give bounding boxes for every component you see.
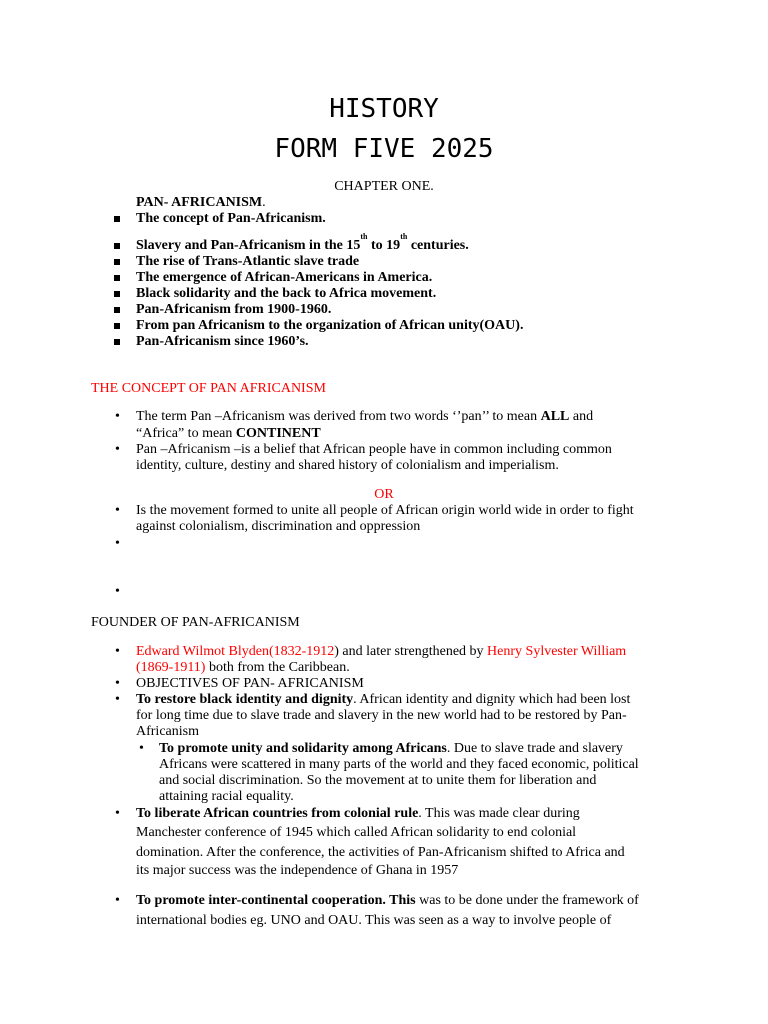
founder-line1 — [136, 644, 626, 660]
objective-2-line3: and social discrimination. So the movement at to unite them for liberation and — [159, 773, 597, 788]
text: . This was made clear during — [418, 806, 580, 821]
text-red: Henry Sylvester William — [487, 644, 627, 659]
text-bold: ALL — [540, 409, 570, 424]
objective-2-line2: Africans were scattered in many parts of the world and they faced economic, political — [159, 757, 639, 772]
bullet-dot: • — [139, 741, 144, 756]
or-label: OR — [374, 487, 394, 502]
concept-p2-line2: identity, culture, destiny and shared history of colonialism and imperialism. — [136, 458, 559, 473]
toc-item: The concept of Pan-Africanism. — [136, 211, 326, 226]
bullet-dot: • — [115, 442, 120, 457]
toc-item-text: centuries. — [407, 238, 469, 253]
bullet-square — [114, 339, 120, 345]
toc-item: From pan Africanism to the organization of African unity(OAU). — [136, 318, 524, 333]
toc-heading-dot: . — [262, 195, 266, 210]
objective-4-line2: international bodies eg. UNO and OAU. This was seen as a way to involve people of — [136, 913, 612, 928]
superscript: th — [400, 232, 408, 241]
text: The term Pan –Africanism was derived from two words ‘’pan’’ to mean — [136, 409, 541, 424]
text: both from the Caribbean. — [205, 660, 350, 675]
bullet-square — [114, 216, 120, 222]
objective-3-line2: Manchester conference of 1945 which called African solidarity to end colonial — [136, 825, 577, 840]
bullet-dot: • — [115, 692, 120, 707]
bullet-dot: • — [115, 644, 120, 659]
text-bold: To restore black identity and dignity — [136, 692, 354, 707]
text-red: Edward Wilmot Blyden(1832-1912 — [136, 644, 335, 659]
objective-3-line1 — [136, 806, 580, 822]
text: . Due to slave trade and slavery — [446, 741, 623, 756]
bullet-square — [114, 275, 120, 281]
bullet-square — [114, 291, 120, 297]
text: and — [569, 409, 594, 424]
bullet-dot-empty: • — [115, 536, 120, 551]
objective-1-line2: for long time due to slave trade and slavery in the new world had to be restored by Pan- — [136, 708, 627, 723]
founder-line2 — [136, 660, 350, 676]
bullet-dot: • — [115, 676, 120, 691]
text-bold: To promote unity and solidarity among Africans — [159, 741, 447, 756]
concept-p3-line2: against colonialism, discrimination and oppression — [136, 519, 421, 534]
objective-2-line1 — [159, 741, 623, 757]
bullet-square — [114, 307, 120, 313]
concept-p2-line1: Pan –Africanism –is a belief that African people have in common including common — [136, 442, 612, 457]
objective-3-line4: its major success was the independence of Ghana in 1957 — [136, 863, 459, 878]
text: . African identity and dignity which had been lost — [353, 692, 631, 707]
concept-p1-line2 — [136, 426, 321, 442]
objective-1-line1 — [136, 692, 630, 708]
text-red: (1869-1911) — [136, 660, 206, 675]
bullet-dot: • — [115, 503, 120, 518]
section-heading-concept: THE CONCEPT OF PAN AFRICANISM — [91, 381, 326, 396]
toc-item-text: Slavery and Pan-Africanism in the 15 — [136, 238, 361, 253]
toc-item-slavery — [136, 232, 469, 255]
bullet-dot: • — [115, 409, 120, 424]
bullet-square — [114, 243, 120, 249]
document-subtitle: FORM FIVE 2025 — [274, 134, 494, 164]
text: ) and later strengthened by — [334, 644, 488, 659]
objective-3-line3: domination. After the conference, the activities of Pan-Africanism shifted to Africa and — [136, 845, 625, 860]
objectives-heading: OBJECTIVES OF PAN- AFRICANISM — [136, 676, 364, 691]
bullet-dot-empty: • — [115, 584, 120, 599]
toc-item: Pan-Africanism since 1960’s. — [136, 334, 309, 349]
document-title: HISTORY — [329, 94, 439, 124]
toc-item: The emergence of African-Americans in America. — [136, 270, 433, 285]
toc-item-text: to 19 — [367, 238, 401, 253]
chapter-label: CHAPTER ONE. — [334, 179, 434, 194]
text: “Africa” to mean — [136, 426, 236, 441]
text: was to be done under the framework of — [415, 893, 639, 908]
bullet-dot: • — [115, 893, 120, 908]
objective-4-line1 — [136, 893, 639, 909]
bullet-dot: • — [115, 806, 120, 821]
toc-item: The rise of Trans-Atlantic slave trade — [136, 254, 360, 269]
text-bold: To promote inter-continental cooperation. This — [136, 893, 416, 908]
toc-item: Pan-Africanism from 1900-1960. — [136, 302, 332, 317]
toc-heading-text: PAN- AFRICANISM — [136, 195, 263, 210]
toc-item: Black solidarity and the back to Africa movement. — [136, 286, 437, 301]
concept-p3-line1: Is the movement formed to unite all people of African origin world wide in order to fight — [136, 503, 634, 518]
text-bold: To liberate African countries from colonial rule — [136, 806, 419, 821]
section-heading-founder: FOUNDER OF PAN-AFRICANISM — [91, 615, 300, 630]
objective-2-line4: attaining racial equality. — [159, 789, 294, 804]
objective-1-line3: Africanism — [136, 724, 199, 739]
concept-p1-line1 — [136, 409, 593, 425]
superscript: th — [360, 232, 368, 241]
toc-heading — [136, 195, 266, 211]
bullet-square — [114, 323, 120, 329]
text-bold: CONTINENT — [235, 426, 321, 441]
bullet-square — [114, 259, 120, 265]
